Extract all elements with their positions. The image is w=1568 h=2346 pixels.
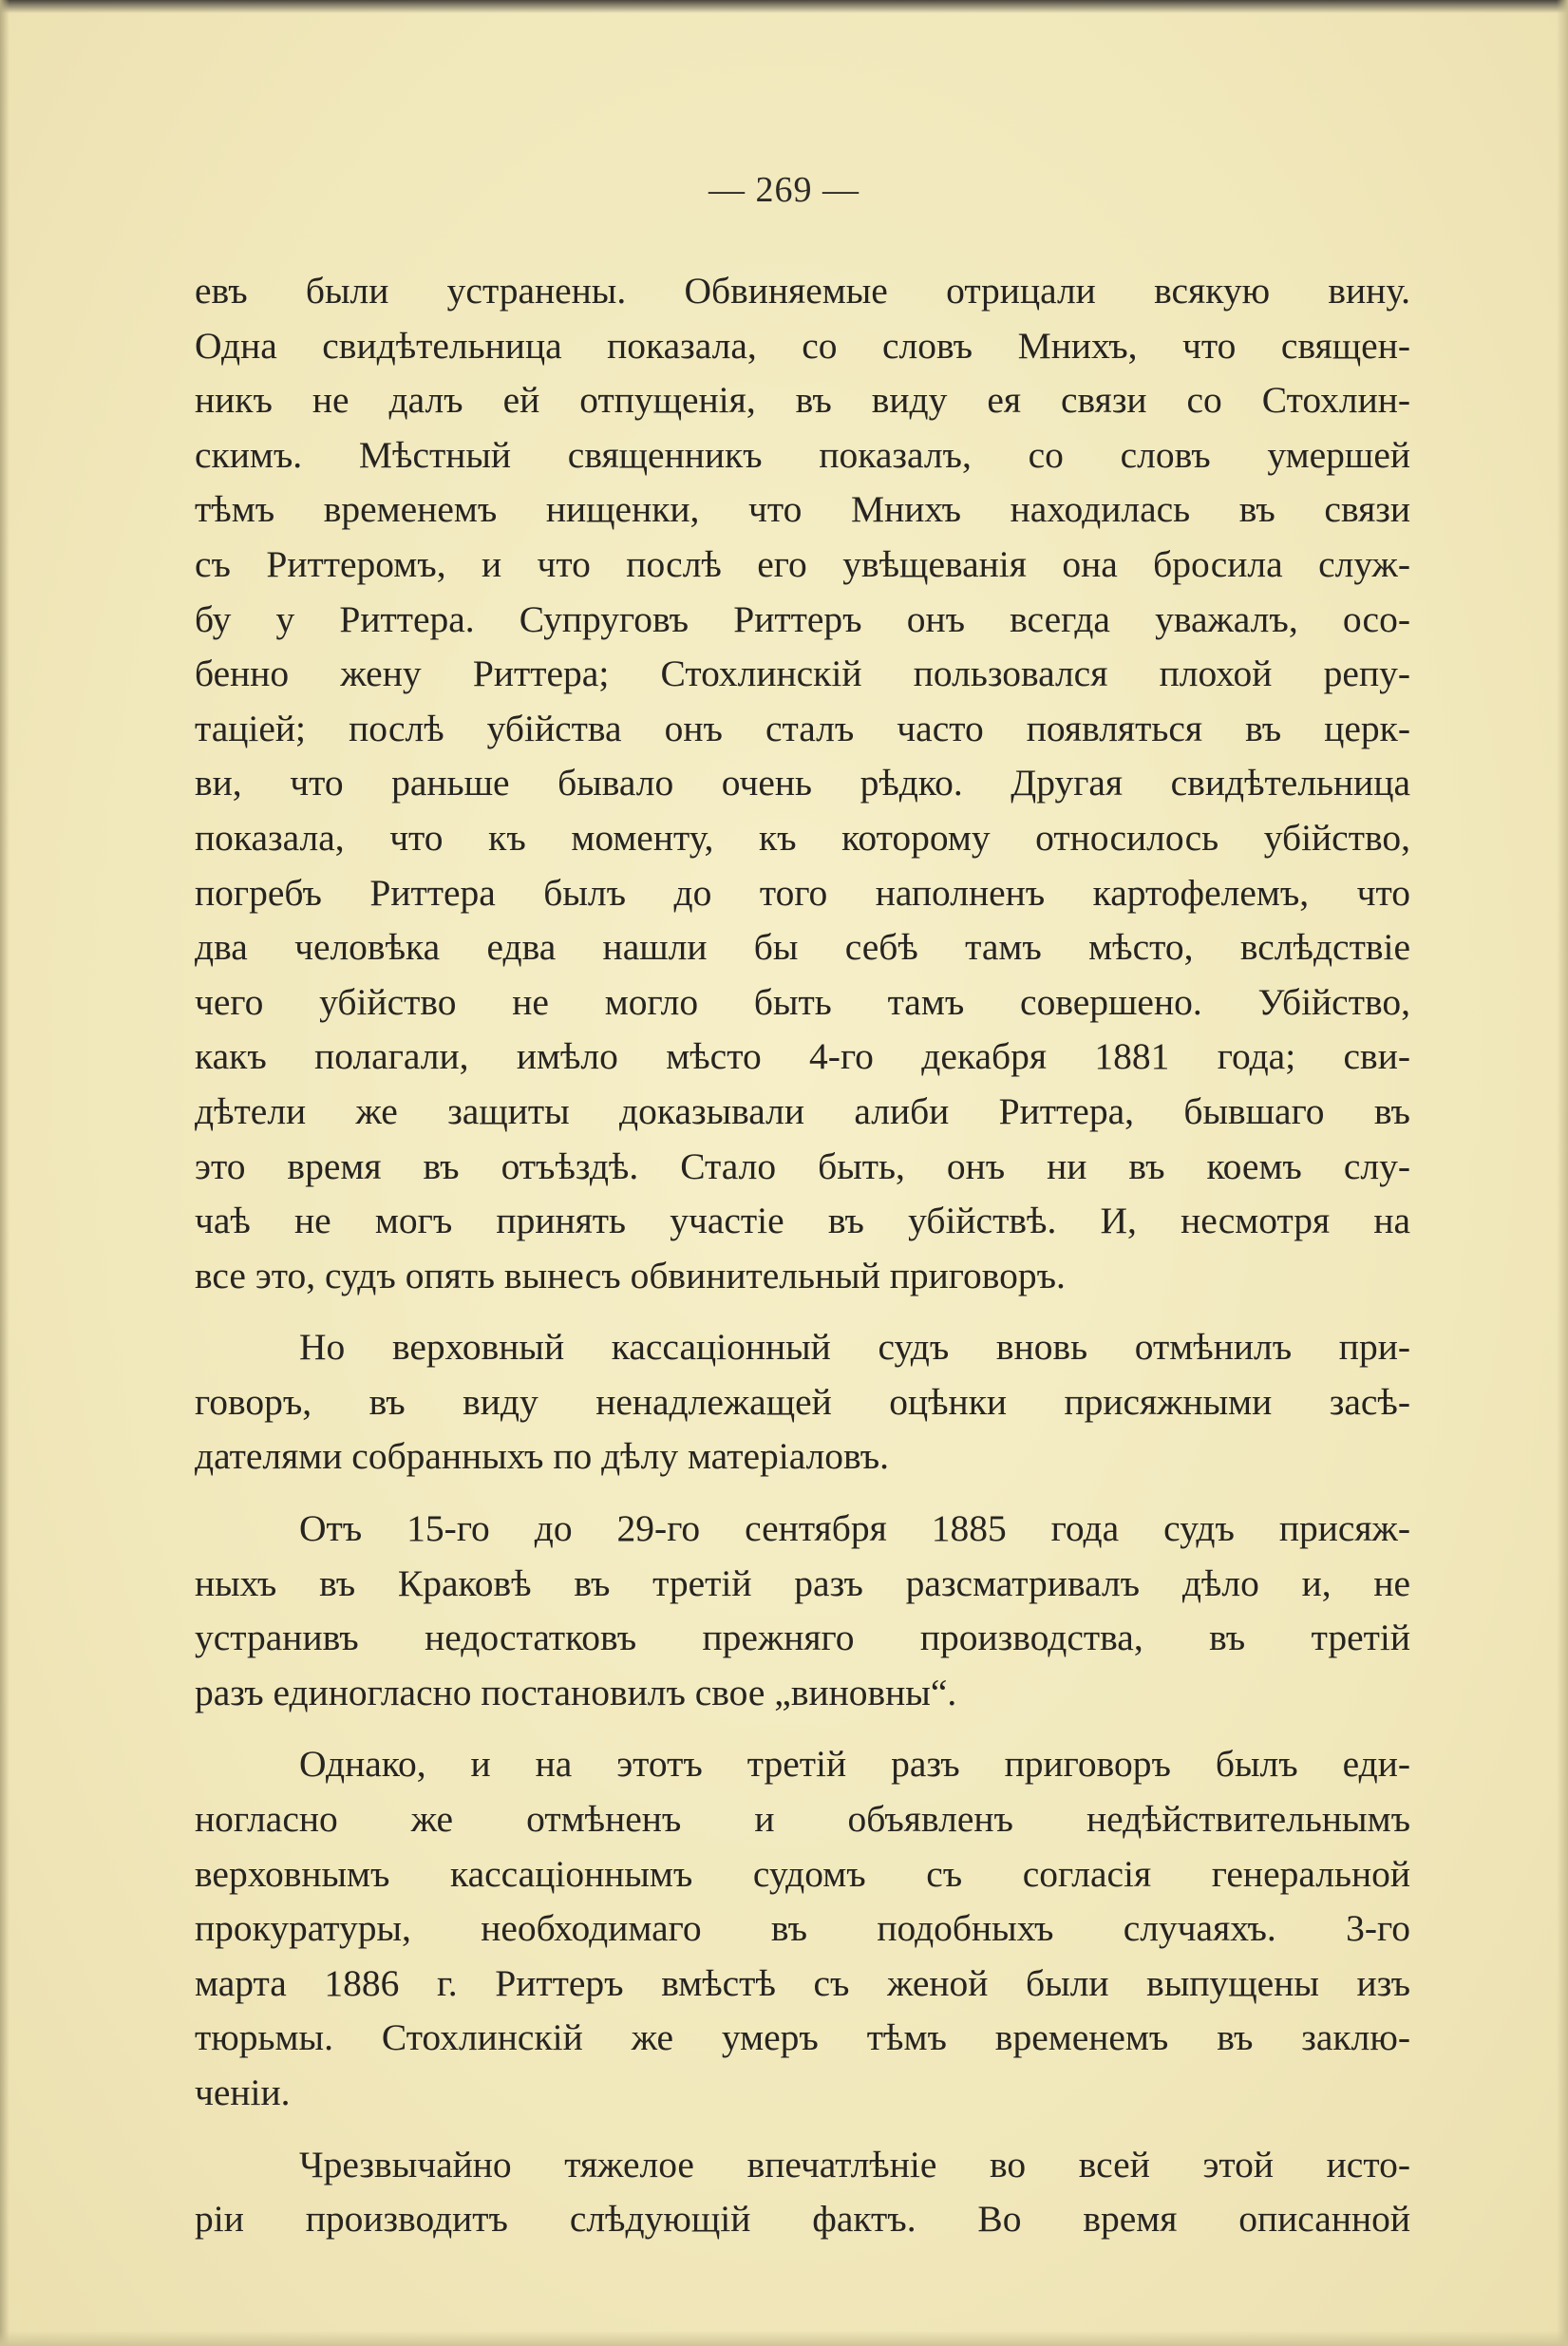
page-right-shadow xyxy=(1557,0,1568,2346)
page-left-shadow xyxy=(0,0,9,2346)
text-line: дателями собранныхъ по дѣлу матеріаловъ. xyxy=(195,1435,890,1478)
page-bottom-shadow xyxy=(0,2331,1568,2346)
text-line: бу у Риттера. Супруговъ Риттеръ онъ всегда уважалъ, осо- xyxy=(195,597,1410,640)
text-line: говоръ, въ виду ненадлежащей оцѣнки присяжными засѣ- xyxy=(195,1380,1410,1423)
text-line: тѣмъ временемъ нищенки, что Мнихъ находилась въ связи xyxy=(195,488,1410,531)
text-line: прокуратуры, необходимаго въ подобныхъ случаяхъ. 3-го xyxy=(195,1907,1410,1950)
text-line: какъ полагали, имѣло мѣсто 4-го декабря 1881 года; сви- xyxy=(195,1035,1410,1078)
text-line: показала, что къ моменту, къ которому относилось убійство, xyxy=(195,816,1410,859)
text-line: чаѣ не могъ принять участіе въ убійствѣ. И, несмотря на xyxy=(195,1200,1410,1242)
text-line: марта 1886 г. Риттеръ вмѣстѣ съ женой были выпущены изъ xyxy=(195,1961,1410,2004)
text-line: съ Риттеромъ, и что послѣ его увѣщеванія она бросила служ- xyxy=(195,542,1410,585)
text-line: погребъ Риттера былъ до того наполненъ картофелемъ, что xyxy=(195,871,1410,914)
text-line: устранивъ недостатковъ прежняго производства, въ третій xyxy=(195,1617,1410,1659)
text-line: тюрьмы. Стохлинскій же умеръ тѣмъ временемъ въ заклю- xyxy=(195,2016,1410,2059)
text-line: скимъ. Мѣстный священникъ показалъ, со словъ умершей xyxy=(195,433,1410,476)
text-line: Отъ 15-го до 29-го сентября 1885 года судъ присяж- xyxy=(299,1507,1410,1550)
text-line: два человѣка едва нашли бы себѣ тамъ мѣсто, вслѣдствіе xyxy=(195,926,1410,969)
page-top-shadow xyxy=(0,0,1568,13)
text-line: Чрезвычайно тяжелое впечатлѣніе во всей этой исто- xyxy=(299,2143,1410,2185)
text-line: ногласно же отмѣненъ и объявленъ недѣйствительнымъ xyxy=(195,1798,1410,1841)
text-line: разъ единогласно постановилъ свое „виновны“. xyxy=(195,1671,957,1713)
text-line: ныхъ въ Краковѣ въ третій разъ разсматривалъ дѣло и, не xyxy=(195,1561,1410,1604)
text-line: Но верховный кассаціонный судъ вновь отмѣнилъ при- xyxy=(299,1326,1410,1369)
text-line: никъ не далъ ей отпущенія, въ виду ея связи со Стохлин- xyxy=(195,379,1410,422)
text-line: ріи производитъ слѣдующій фактъ. Во время описанной xyxy=(195,2198,1410,2241)
text-line: все это, судъ опять вынесъ обвинительный приговоръ. xyxy=(195,1254,1066,1296)
text-line: это время въ отъѣздѣ. Стало быть, онъ ни въ коемъ слу- xyxy=(195,1145,1410,1187)
text-line: евъ были устранены. Обвиняемые отрицали всякую вину. xyxy=(195,270,1410,312)
text-line: дѣтели же защиты доказывали алиби Риттера, бывшаго въ xyxy=(195,1089,1410,1132)
text-line: Одна свидѣтельница показала, со словъ Мнихъ, что священ- xyxy=(195,324,1410,367)
page-number: — 269 — xyxy=(708,170,860,210)
text-line: верховнымъ кассаціоннымъ судомъ съ согласія генеральной xyxy=(195,1852,1410,1895)
text-line: чего убійство не могло быть тамъ совершено. Убійство, xyxy=(195,980,1410,1023)
text-line: ви, что раньше бывало очень рѣдко. Другая свидѣтельница xyxy=(195,762,1410,804)
body-text xyxy=(195,264,1410,2247)
text-line: бенно жену Риттера; Стохлинскій пользовался плохой репу- xyxy=(195,653,1410,695)
text-line: таціей; послѣ убійства онъ сталъ часто появляться въ церк- xyxy=(195,707,1410,749)
text-line: Однако, и на этотъ третій разъ приговоръ былъ еди- xyxy=(299,1743,1410,1786)
text-line: ченіи. xyxy=(195,2072,291,2113)
